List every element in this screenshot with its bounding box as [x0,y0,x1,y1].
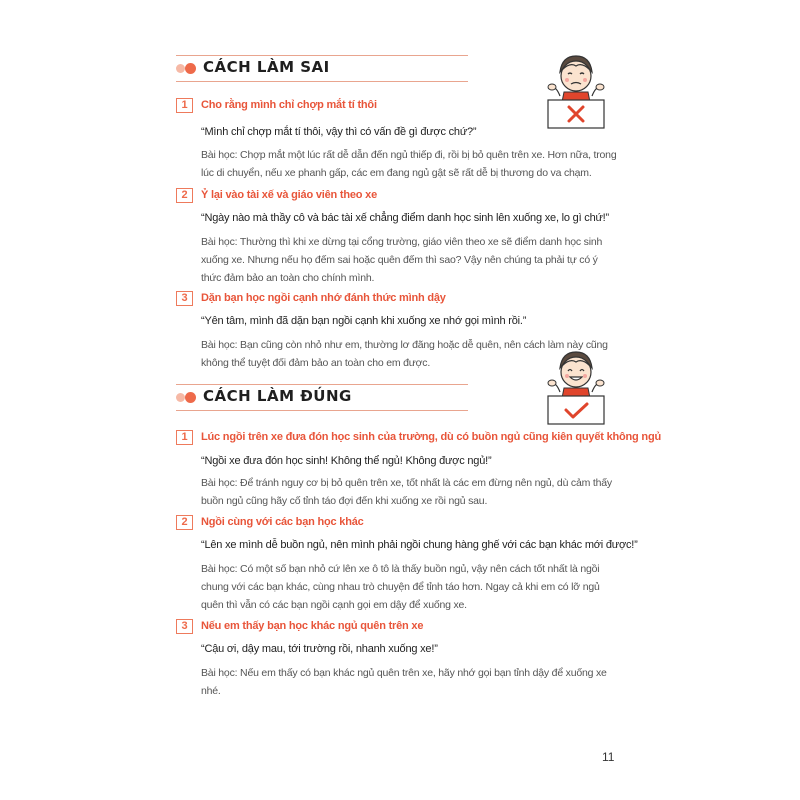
right-item-lesson: Bài học: Có một số bạn nhỏ cứ lên xe ô tô là thấy buồn ngủ, vậy nên cách tốt nhất là ngồi chung với các bạn khác, cùng nhau trò chuyện để tỉnh táo hơn. Ngay cả khi em có lỡ ngủ quên thì vẫn có các bạn ngồi cạnh gọi em dậy để xuống xe. [201,563,600,611]
wrong-item-title: Dặn bạn học ngồi cạnh nhớ đánh thức mình dậy [201,292,446,304]
right-item-lesson: Bài học: Để tránh nguy cơ bị bỏ quên trên xe, tốt nhất là các em đừng nên ngủ, dù cảm thấy buồn ngủ cũng hãy cố tỉnh táo đợi đến khi xuống xe rồi ngủ sau. [201,477,612,507]
section-title-right: CÁCH LÀM ĐÚNG [203,387,352,405]
item-number-badge: 2 [176,515,193,530]
item-number-badge: 2 [176,188,193,203]
wrong-item-lesson: Bài học: Chợp mắt một lúc rất dễ dẫn đến ngủ thiếp đi, rồi bị bỏ quên trên xe. Hơn nữa, trong lúc di chuyển, nếu xe phanh gấp, các em đang ngủ gật sẽ rất dễ bị thương do va chạm. [201,149,617,179]
right-item-title: Ngồi cùng với các bạn học khác [201,516,364,528]
right-item-quote: “Ngồi xe đưa đón học sinh! Không thể ngủ! Không được ngủ!” [201,455,492,467]
bullet-dot-dark-icon [185,63,196,74]
right-item-quote: “Cậu ơi, dậy mau, tới trường rồi, nhanh xuống xe!” [201,643,438,655]
bullet-dot-light-icon [176,64,185,73]
item-number-badge: 1 [176,430,193,445]
wrong-item-quote: “Mình chỉ chợp mắt tí thôi, vậy thì có vấn đề gì được chứ?” [201,126,477,138]
item-number-badge: 1 [176,98,193,113]
divider [176,384,468,385]
right-item-title: Nếu em thấy bạn học khác ngủ quên trên xe [201,620,424,632]
divider [176,410,468,411]
bullet-dot-light-icon [176,393,185,402]
divider [176,55,468,56]
right-item-title: Lúc ngồi trên xe đưa đón học sinh của trường, dù có buồn ngủ cũng kiên quyết không ngủ [201,431,661,443]
wrong-item-quote: “Yên tâm, mình đã dặn bạn ngồi cạnh khi xuống xe nhớ gọi mình rồi.” [201,315,527,327]
child-with-check-sign-icon [540,346,612,428]
right-item-quote: “Lên xe mình dễ buồn ngủ, nên mình phải ngồi chung hàng ghế với các bạn khác mới được!” [201,539,638,551]
page-number: 11 [602,750,615,764]
item-number-badge: 3 [176,619,193,634]
child-with-cross-sign-icon [540,50,612,132]
right-item-lesson: Bài học: Nếu em thấy có bạn khác ngủ quên trên xe, hãy nhớ gọi bạn tỉnh dậy để xuống xe nhé. [201,667,607,697]
wrong-item-lesson: Bài học: Bạn cũng còn nhỏ như em, thường lơ đãng hoặc dễ quên, nên cách làm này cũng không thể tuyệt đối đảm bảo an toàn cho em được. [201,339,608,369]
wrong-item-lesson: Bài học: Thường thì khi xe dừng tại cổng trường, giáo viên theo xe sẽ điểm danh học sinh xuống xe. Nhưng nếu họ đếm sai hoặc quên đếm thì sao? Vậy nên chúng ta phải tự có ý thức đảm bảo an toàn cho chính mình. [201,236,603,284]
wrong-item-quote: “Ngày nào mà thầy cô và bác tài xế chẳng điểm danh học sinh lên xuống xe, lo gì chứ!” [201,212,609,224]
divider [176,81,468,82]
wrong-item-title: Cho rằng mình chỉ chợp mắt tí thôi [201,99,377,111]
wrong-item-title: Ỷ lại vào tài xế và giáo viên theo xe [201,189,378,201]
section-title-wrong: CÁCH LÀM SAI [203,58,330,76]
item-number-badge: 3 [176,291,193,306]
bullet-dot-dark-icon [185,392,196,403]
